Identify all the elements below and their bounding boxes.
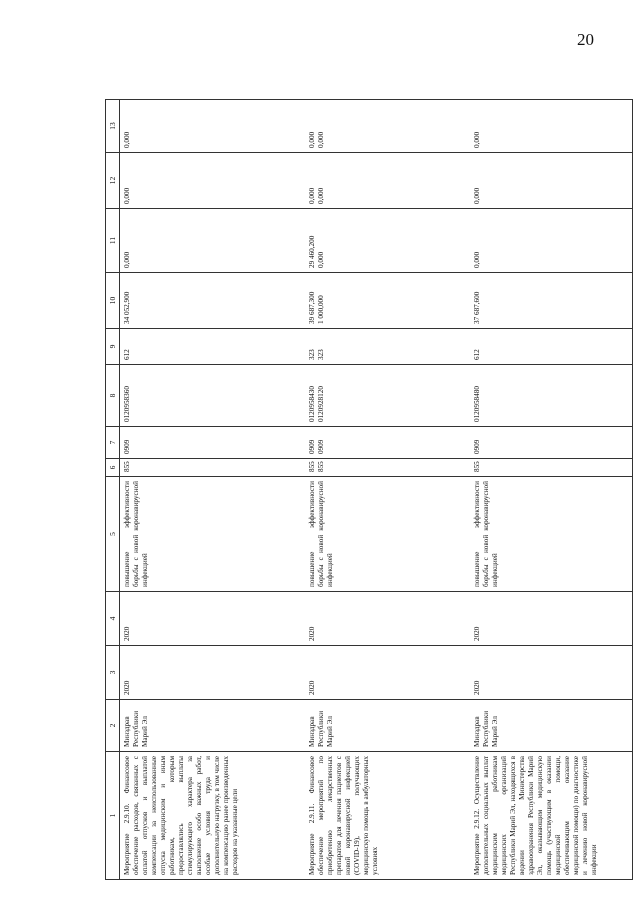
cell-line: 0,000 <box>472 251 481 268</box>
cell-line: 0120928120 <box>316 386 325 422</box>
cell-col9 <box>470 329 633 365</box>
cell-line: 29 460,200 <box>307 235 316 268</box>
cell-line: 0,000 <box>316 187 325 204</box>
cell-col5: повышение эффективности борьбы с новой коронавирусной инфекцией <box>305 477 470 592</box>
cell-col7 <box>305 427 470 459</box>
header-cell: 13 <box>106 100 120 153</box>
cell-col11 <box>305 209 470 273</box>
cell-col9 <box>120 329 305 365</box>
cell-line: 323 <box>316 349 325 360</box>
cell-col6 <box>305 459 470 477</box>
cell-col9 <box>305 329 470 365</box>
cell-line: 37 687,600 <box>472 291 481 324</box>
cell-col5: повышение эффективности борьбы с новой коронавирусной инфекцией <box>120 477 305 592</box>
cell-col2: Минздрав Республики Марий Эл <box>305 700 470 752</box>
cell-line: 0909 <box>307 439 316 454</box>
cell-col10 <box>305 273 470 329</box>
cell-col3: 2020 <box>305 646 470 700</box>
cell-col10 <box>120 273 305 329</box>
cell-line: 34 052,900 <box>123 291 131 324</box>
cell-col6 <box>120 459 305 477</box>
header-cell: 1 <box>106 752 120 880</box>
table-row <box>120 100 305 880</box>
cell-line: 0120958430 <box>307 386 316 422</box>
header-row <box>106 100 120 880</box>
cell-col8 <box>470 365 633 427</box>
cell-col12 <box>305 153 470 209</box>
header-cell: 3 <box>106 646 120 700</box>
cell-line: 855 <box>472 461 481 472</box>
cell-line: 612 <box>472 349 481 360</box>
cell-col1: Мероприятие 2.9.10. Финансовое обеспечение расходов, связанных с оплатой отпусков и выплатой компенсации за неиспользованные отпуска медицинским и иным работникам, которым предоставлялись выплаты стимулирующего характера за выполнение особо важных работ, особые условия труда и дополнительную нагрузку, в том числе на компенсацию ранее произведенных расходов на указанные цели <box>120 752 305 880</box>
cell-line: 0120958360 <box>123 386 131 422</box>
cell-col13 <box>305 100 470 153</box>
cell-col12 <box>470 153 633 209</box>
header-cell: 12 <box>106 153 120 209</box>
table-row <box>305 100 470 880</box>
cell-col13 <box>120 100 305 153</box>
cell-col7 <box>470 427 633 459</box>
cell-line: 612 <box>123 349 131 360</box>
header-cell: 6 <box>106 459 120 477</box>
header-cell: 7 <box>106 427 120 459</box>
header-cell: 11 <box>106 209 120 273</box>
header-cell: 5 <box>106 477 120 592</box>
cell-col8 <box>305 365 470 427</box>
program-table <box>105 99 633 880</box>
cell-col11 <box>120 209 305 273</box>
cell-line: 0,000 <box>316 251 325 268</box>
cell-col2: Минздрав Республики Марий Эл <box>120 700 305 752</box>
cell-line: 0909 <box>123 439 131 454</box>
header-cell: 9 <box>106 329 120 365</box>
cell-line: 0909 <box>316 439 325 454</box>
header-cell: 4 <box>106 592 120 646</box>
cell-line: 855 <box>307 461 316 472</box>
cell-col10 <box>470 273 633 329</box>
cell-col4: 2020 <box>470 592 633 646</box>
cell-col4: 2020 <box>305 592 470 646</box>
cell-col12 <box>120 153 305 209</box>
cell-col1: Мероприятие 2.9.11. Финансовое обеспечение мероприятий по приобретению лекарственных препаратов для лечения пациентов с новой коронавирусной инфекцией (COVID-19), получающих медицинскую помощь в амбулаторных условиях <box>305 752 470 880</box>
cell-col7 <box>120 427 305 459</box>
cell-col4: 2020 <box>120 592 305 646</box>
cell-line: 323 <box>307 349 316 360</box>
rotated-document <box>105 100 632 880</box>
cell-col6 <box>470 459 633 477</box>
cell-line: 0,000 <box>123 251 131 268</box>
cell-line: 0,000 <box>123 131 131 148</box>
cell-line: 0120958480 <box>472 386 481 422</box>
cell-line: 0,000 <box>123 187 131 204</box>
cell-col3: 2020 <box>120 646 305 700</box>
cell-line: 855 <box>123 461 131 472</box>
cell-line: 0,000 <box>472 131 481 148</box>
header-cell: 8 <box>106 365 120 427</box>
cell-line: 0909 <box>472 439 481 454</box>
cell-line: 855 <box>316 461 325 472</box>
table-body <box>120 100 633 880</box>
cell-line: 0,000 <box>316 131 325 148</box>
header-cell: 10 <box>106 273 120 329</box>
cell-line: 1 000,000 <box>316 295 325 324</box>
cell-col3: 2020 <box>470 646 633 700</box>
cell-line: 0,000 <box>472 187 481 204</box>
cell-col2: Минздрав Республики Марий Эл <box>470 700 633 752</box>
cell-col11 <box>470 209 633 273</box>
cell-col5: повышение эффективности борьбы с новой коронавирусной инфекцией <box>470 477 633 592</box>
cell-col8 <box>120 365 305 427</box>
cell-line: 39 687,300 <box>307 291 316 324</box>
cell-line: 0,000 <box>307 131 316 148</box>
cell-line: 0,000 <box>307 187 316 204</box>
cell-col13 <box>470 100 633 153</box>
cell-col1: Мероприятие 2.9.12. Осуществление дополнительных социальных выплат медицинским работникам медицинских организаций Республики Марий Эл, находящихся в ведении Министерства здравоохранения Республики Марий Эл, оказывающим медицинскую помощь (участвующим в оказании медицинской помощи, обеспечивающим оказание медицинской помощи) по диагностике и лечению новой коронавирусной инфекции <box>470 752 633 880</box>
page-number: 20 <box>577 30 594 49</box>
table-row <box>470 100 633 880</box>
header-cell: 2 <box>106 700 120 752</box>
